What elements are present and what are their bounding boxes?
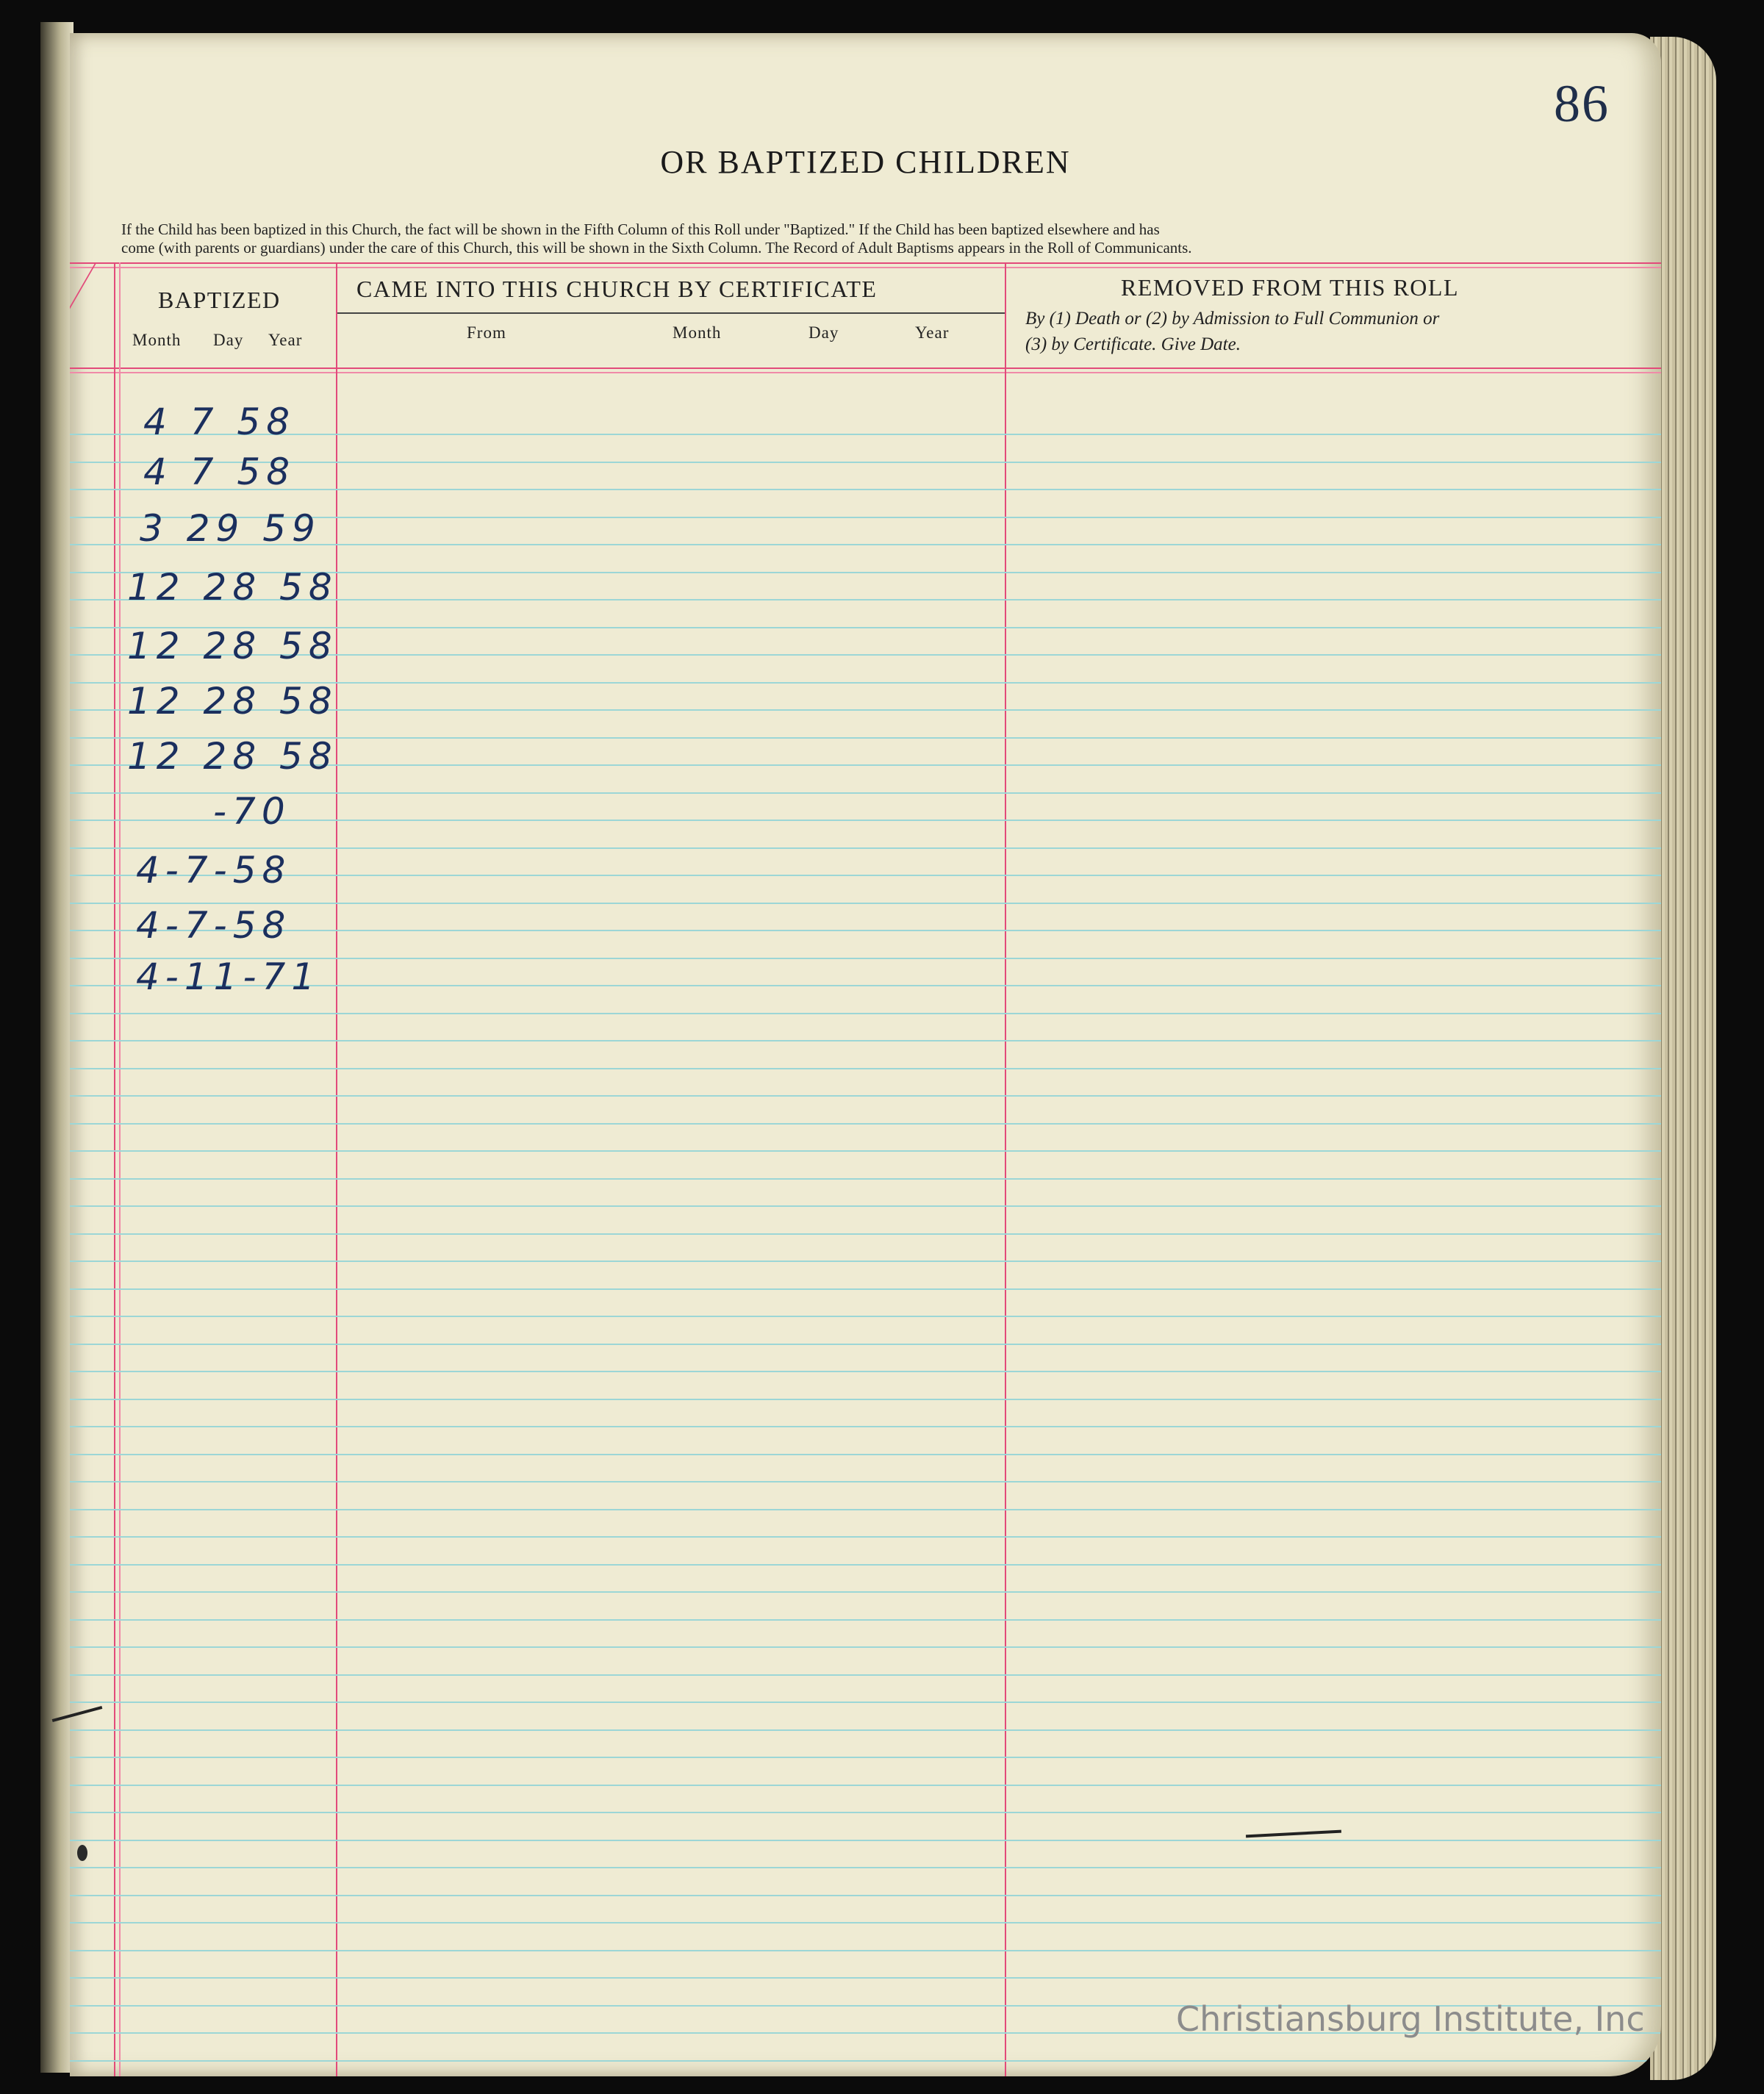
- column-line-certificate: [1005, 262, 1006, 2076]
- instructions-line-1: If the Child has been baptized in this Church, the fact will be shown in the Fifth Column of this Roll under "Baptized." If the Child has been baptized elsewhere and has: [121, 220, 1160, 238]
- baptized-entry: 4 7 58: [143, 451, 296, 493]
- ruled-line: [70, 1536, 1661, 1538]
- ruled-line: [70, 1564, 1661, 1566]
- header-baptized: BAPTIZED: [158, 287, 281, 313]
- baptized-entry: 12 28 58: [127, 680, 338, 722]
- ruled-line: [70, 1922, 1661, 1923]
- ruled-line: [70, 1178, 1661, 1180]
- ruled-line: [70, 1205, 1661, 1207]
- ruled-line: [70, 1950, 1661, 1951]
- ruled-line: [70, 1509, 1661, 1510]
- ruled-line: [70, 1867, 1661, 1868]
- ruled-line: [70, 1095, 1661, 1097]
- ruled-line: [70, 1619, 1661, 1621]
- ruled-line: [70, 1646, 1661, 1648]
- book-spine: [40, 22, 74, 2073]
- ruled-line: [70, 1454, 1661, 1455]
- ruled-line: [70, 847, 1661, 849]
- ruled-line: [70, 820, 1661, 821]
- page-title: OR BAPTIZED CHILDREN: [660, 144, 1071, 180]
- ruled-line: [70, 1481, 1661, 1482]
- header-removed: REMOVED FROM THIS ROLL: [1121, 274, 1459, 301]
- header-certificate-year: Year: [915, 323, 950, 342]
- header-top-rule: [70, 262, 1661, 264]
- ruled-line: [70, 1068, 1661, 1069]
- ruled-line: [70, 1399, 1661, 1400]
- ruled-line: [70, 792, 1661, 794]
- ruled-line: [70, 1316, 1661, 1317]
- baptized-entry: 4-7-58: [136, 849, 292, 892]
- header-bottom-rule: [70, 367, 1661, 369]
- ruled-line: [70, 1288, 1661, 1290]
- baptized-entry: 4 7 58: [143, 401, 296, 443]
- ruled-line: [70, 489, 1661, 490]
- ruled-line: [70, 1702, 1661, 1703]
- ruled-line: [70, 903, 1661, 904]
- header-baptized-month: Month: [132, 331, 182, 349]
- ruled-line: [70, 1785, 1661, 1786]
- certificate-subheader-rule: [336, 312, 1005, 314]
- ruled-line: [70, 1674, 1661, 1676]
- baptized-entry: 4-11-71: [136, 955, 321, 998]
- ruled-line: [70, 1812, 1661, 1813]
- header-certificate: CAME INTO THIS CHURCH BY CERTIFICATE: [356, 276, 878, 302]
- header-baptized-day: Day: [213, 331, 244, 349]
- page-number: 86: [1554, 74, 1610, 133]
- column-line-left-inner: [119, 262, 121, 2076]
- column-line-left: [114, 262, 115, 2076]
- ruled-line: [70, 1123, 1661, 1125]
- header-removed-note-1: By (1) Death or (2) by Admission to Full Communion or: [1025, 309, 1440, 329]
- header-bottom-rule-inner: [70, 372, 1661, 373]
- header-baptized-year: Year: [268, 331, 303, 349]
- margin-hole-mark: [77, 1845, 87, 1861]
- ruled-line: [70, 1895, 1661, 1896]
- instructions-line-2: come (with parents or guardians) under the care of this Church, this will be shown in the Sixth Column. The Record of Adult Baptisms appears in the Roll of Communicants.: [121, 239, 1192, 257]
- baptized-entry: -70: [213, 790, 291, 833]
- ruled-line: [70, 2060, 1661, 2062]
- baptized-entry: 4-7-58: [136, 904, 292, 947]
- watermark: Christiansburg Institute, Inc: [1176, 1999, 1645, 2039]
- ruled-line: [70, 434, 1661, 435]
- baptized-entry: 12 28 58: [127, 735, 338, 778]
- header-removed-note-2: (3) by Certificate. Give Date.: [1025, 334, 1241, 354]
- ruled-line: [70, 1344, 1661, 1345]
- ruled-line: [70, 1040, 1661, 1041]
- header-certificate-from: From: [467, 323, 506, 342]
- ruled-line: [70, 875, 1661, 876]
- ruled-line: [70, 1233, 1661, 1235]
- ruled-line: [70, 1013, 1661, 1014]
- ruled-line: [70, 462, 1661, 463]
- ink-stroke: [1246, 1830, 1341, 1838]
- baptized-entry: 12 28 58: [127, 625, 338, 667]
- ruled-line: [70, 1371, 1661, 1372]
- ledger-page: [70, 33, 1661, 2076]
- ruled-line: [70, 1977, 1661, 1979]
- header-top-rule-inner: [70, 267, 1661, 268]
- margin-diagonal: [70, 262, 97, 351]
- baptized-entry: 12 28 58: [127, 566, 338, 609]
- header-certificate-month: Month: [673, 323, 722, 342]
- column-line-baptized: [336, 262, 337, 2076]
- ruled-line: [70, 1840, 1661, 1841]
- ruled-line: [70, 930, 1661, 931]
- ruled-line: [70, 1591, 1661, 1593]
- baptized-entry: 3 29 59: [140, 507, 321, 550]
- instructions: [121, 220, 1610, 257]
- header-certificate-day: Day: [808, 323, 839, 342]
- ruled-line: [70, 1261, 1661, 1262]
- ruled-line: [70, 1757, 1661, 1758]
- ruled-line: [70, 1729, 1661, 1731]
- ruled-line: [70, 1426, 1661, 1427]
- ruled-line: [70, 1150, 1661, 1152]
